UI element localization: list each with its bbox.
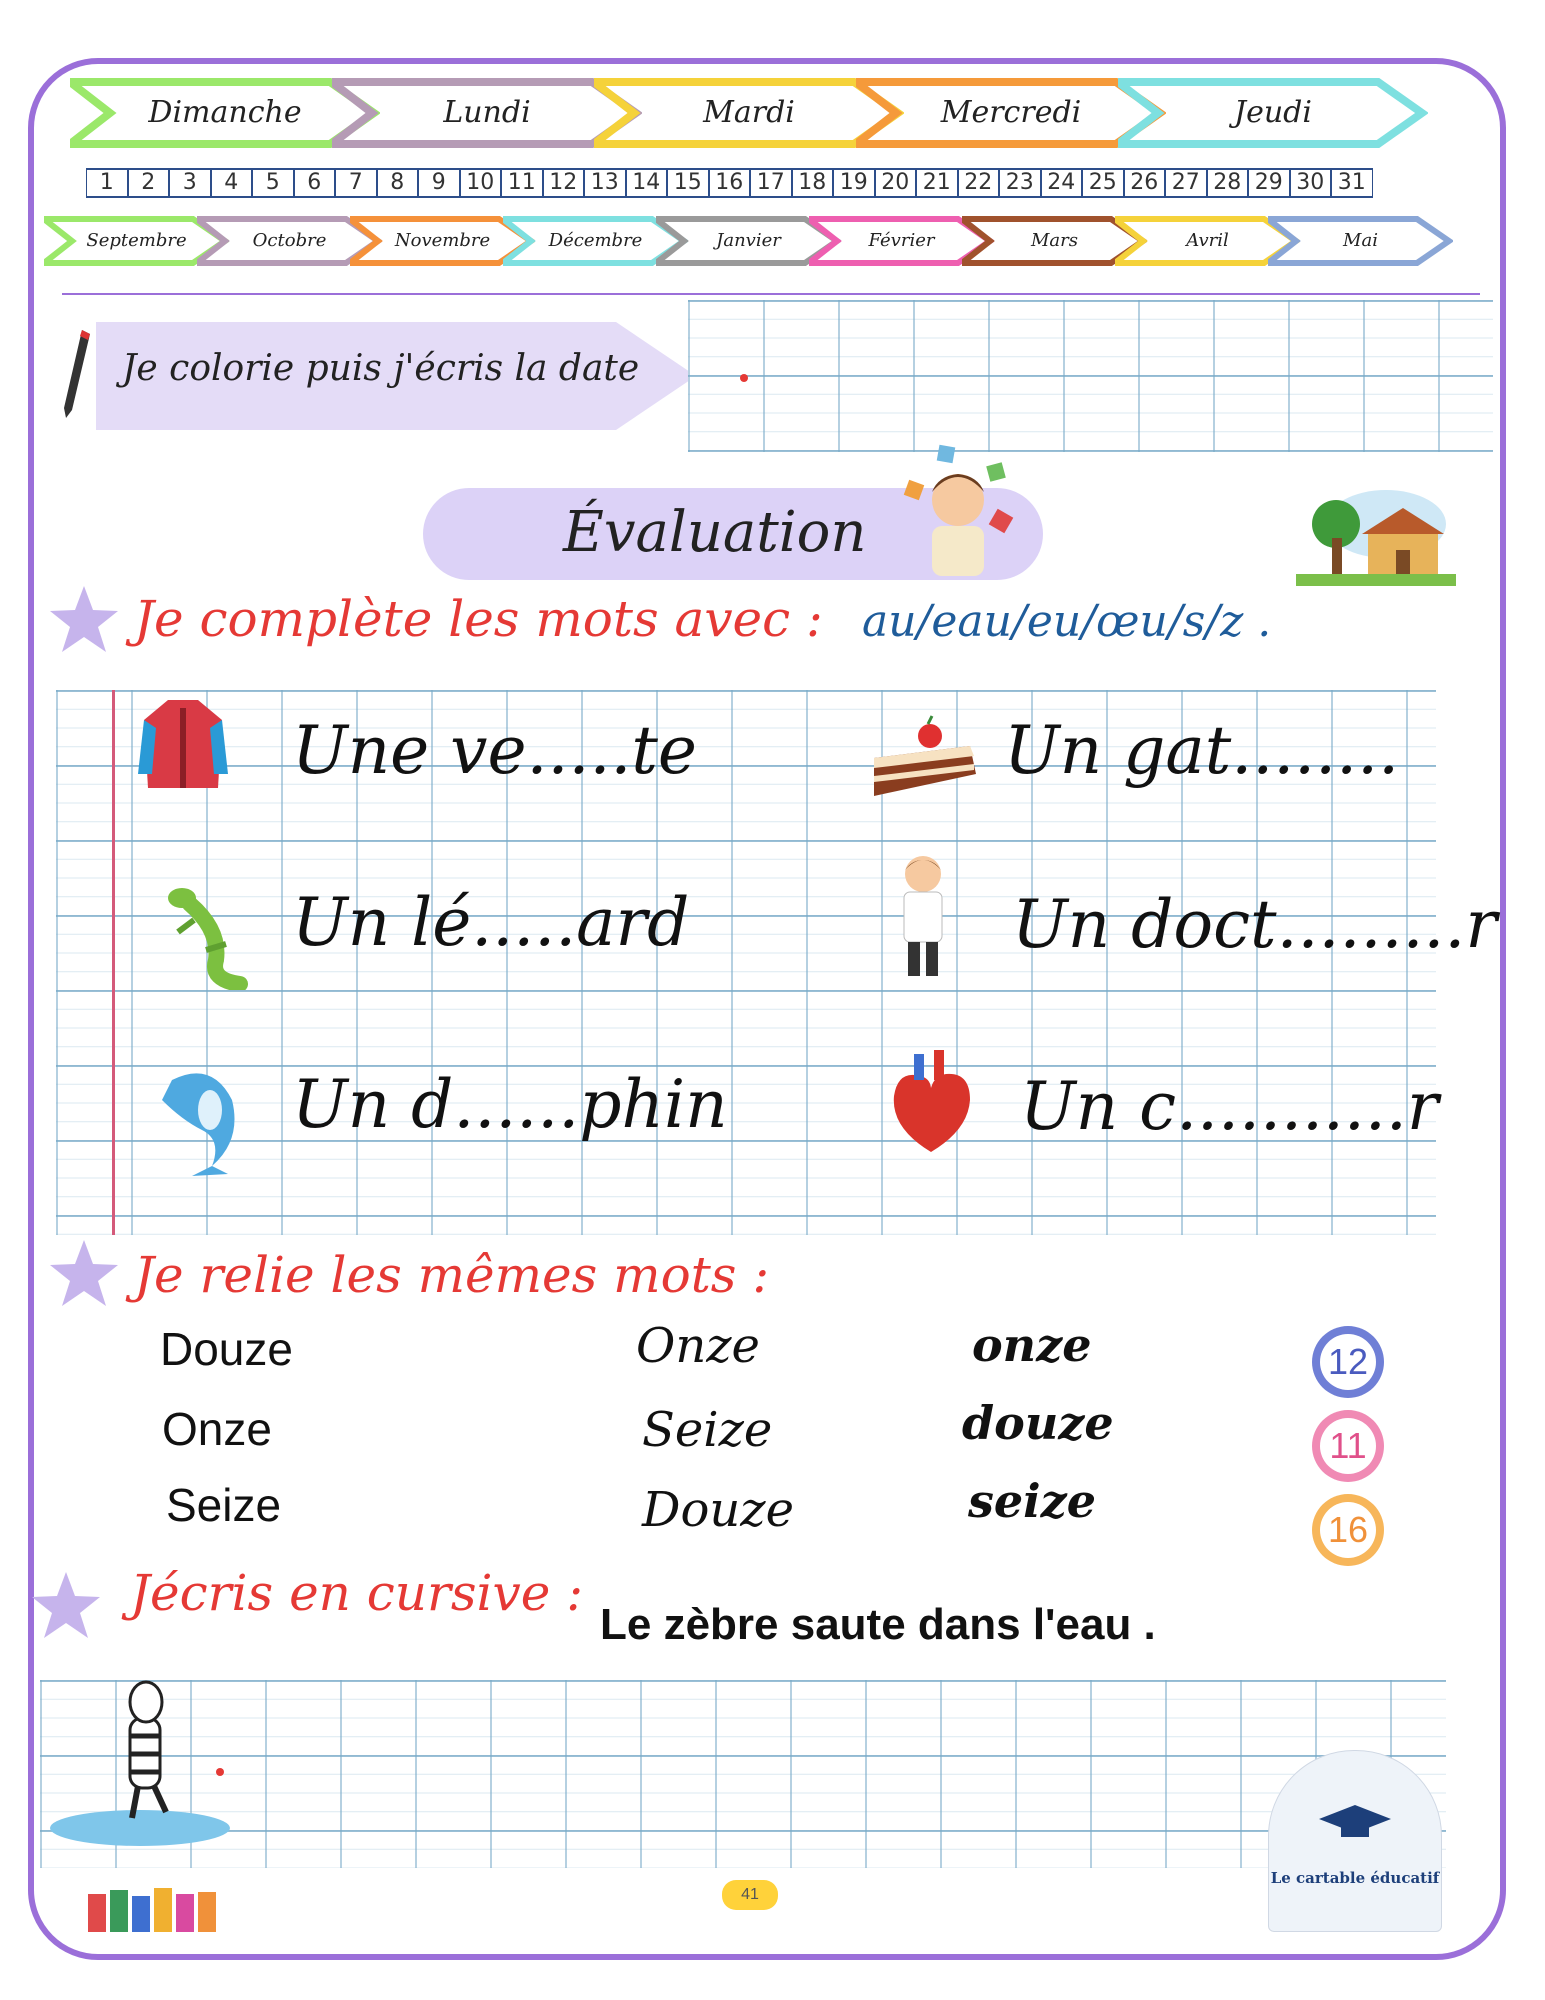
section-write-title: Jécris en cursive : [130,1564,584,1622]
day-number[interactable]: 2 [128,168,170,198]
day-number[interactable]: 21 [916,168,958,198]
pencils-icon [86,1884,236,1934]
day-number[interactable]: 11 [501,168,543,198]
month-label: Avril [1186,230,1229,251]
star-icon [48,1238,120,1310]
day-number[interactable]: 20 [875,168,917,198]
day-number[interactable]: 9 [418,168,460,198]
match-lowercase-word[interactable]: douze [962,1396,1114,1450]
match-cursive-word[interactable]: Onze [636,1318,760,1374]
number-badge[interactable] [1310,1324,1386,1400]
day-number[interactable]: 16 [709,168,751,198]
pencil-icon [60,330,100,420]
match-cursive-word[interactable]: Seize [642,1402,773,1458]
sentence-to-copy: Le zèbre saute dans l'eau . [600,1600,1156,1649]
day-number[interactable]: 1 [86,168,128,198]
match-lowercase-word[interactable]: seize [968,1474,1097,1528]
lizard-icon [160,880,260,990]
grid-start-dot [740,374,748,382]
letters-choice: au/eau/eu/œu/s/z . [862,596,1272,647]
month-label: Septembre [86,230,187,251]
day-number[interactable]: 28 [1207,168,1249,198]
day-number[interactable]: 7 [335,168,377,198]
word-cake: Un gat........ [1004,712,1400,789]
day-number[interactable]: 25 [1082,168,1124,198]
day-number[interactable]: 18 [792,168,834,198]
match-left-word[interactable]: Douze [160,1323,293,1375]
months-banner [44,216,1464,266]
match-cursive-word[interactable]: Douze [642,1482,794,1538]
day-number[interactable]: 5 [252,168,294,198]
day-number[interactable]: 27 [1165,168,1207,198]
divider [62,293,1480,295]
heart-icon [886,1048,976,1158]
day-number[interactable]: 29 [1248,168,1290,198]
month-label: Février [868,230,935,251]
cake-icon [870,712,980,808]
day-number[interactable]: 30 [1290,168,1332,198]
tree-house-icon [1296,484,1456,588]
logo-text: Le cartable éducatif [1270,1869,1440,1887]
day-number[interactable]: 22 [958,168,1000,198]
month-label: Mars [1030,230,1078,251]
day-number[interactable]: 6 [294,168,336,198]
day-number[interactable]: 14 [626,168,668,198]
thinking-boy-icon [888,442,1028,582]
number-badge[interactable] [1310,1408,1386,1484]
month-arrow[interactable] [1268,216,1453,266]
doctor-icon [888,852,958,982]
month-label: Mai [1343,230,1378,251]
day-label: Dimanche [148,95,302,130]
match-left-word[interactable]: Seize [166,1479,282,1531]
day-label: Lundi [443,95,531,130]
zebra-icon [50,1678,240,1848]
day-number[interactable]: 24 [1041,168,1083,198]
day-number[interactable]: 26 [1124,168,1166,198]
month-label: Décembre [548,230,643,251]
day-number[interactable]: 8 [377,168,419,198]
month-label: Octobre [252,230,327,251]
section-match-title: Je relie les mêmes mots : [134,1246,770,1304]
star-icon [30,1570,102,1642]
word-dolphin: Un d......phin [292,1066,728,1143]
day-number[interactable]: 23 [999,168,1041,198]
day-arrow[interactable] [1118,78,1428,148]
evaluation-title: Évaluation [563,500,867,565]
day-number[interactable]: 3 [169,168,211,198]
day-label: Mardi [703,95,795,130]
page-number: 41 [722,1880,778,1910]
cursive-writing-grid[interactable] [40,1680,1446,1868]
margin-line [112,690,115,1235]
date-writing-grid[interactable] [688,300,1493,452]
days-banner [70,78,1420,148]
word-heart: Un c...........r [1020,1068,1439,1145]
jacket-icon [138,694,228,794]
publisher-logo [1268,1750,1442,1932]
day-number[interactable]: 13 [584,168,626,198]
badge-value: 11 [1329,1425,1367,1466]
star-icon [48,584,120,656]
day-numbers-strip [86,168,1373,202]
date-instruction-text: Je colorie puis j'écris la date [122,348,640,389]
day-number[interactable]: 17 [750,168,792,198]
day-number[interactable]: 12 [543,168,585,198]
day-label: Jeudi [1234,95,1312,130]
day-number[interactable]: 10 [460,168,502,198]
match-lowercase-word[interactable]: onze [972,1318,1092,1372]
month-label: Novembre [394,230,491,251]
day-number[interactable]: 4 [211,168,253,198]
graduation-cap-icon [1319,1805,1391,1845]
word-doctor: Un doct.........r [1012,886,1497,963]
day-number[interactable]: 19 [833,168,875,198]
day-number[interactable]: 31 [1331,168,1373,198]
match-left-word[interactable]: Onze [162,1403,272,1455]
word-jacket: Une ve.....te [292,712,697,789]
badge-value: 12 [1327,1341,1369,1382]
day-number[interactable]: 15 [667,168,709,198]
month-label: Janvier [716,230,781,251]
date-instruction-banner [96,322,696,430]
dolphin-icon [152,1060,252,1178]
badge-value: 16 [1327,1509,1369,1550]
section-complete-title: Je complète les mots avec : [134,590,823,648]
day-label: Mercredi [940,95,1082,130]
word-lizard: Un lé.....ard [292,884,690,961]
number-badge[interactable] [1310,1492,1386,1568]
